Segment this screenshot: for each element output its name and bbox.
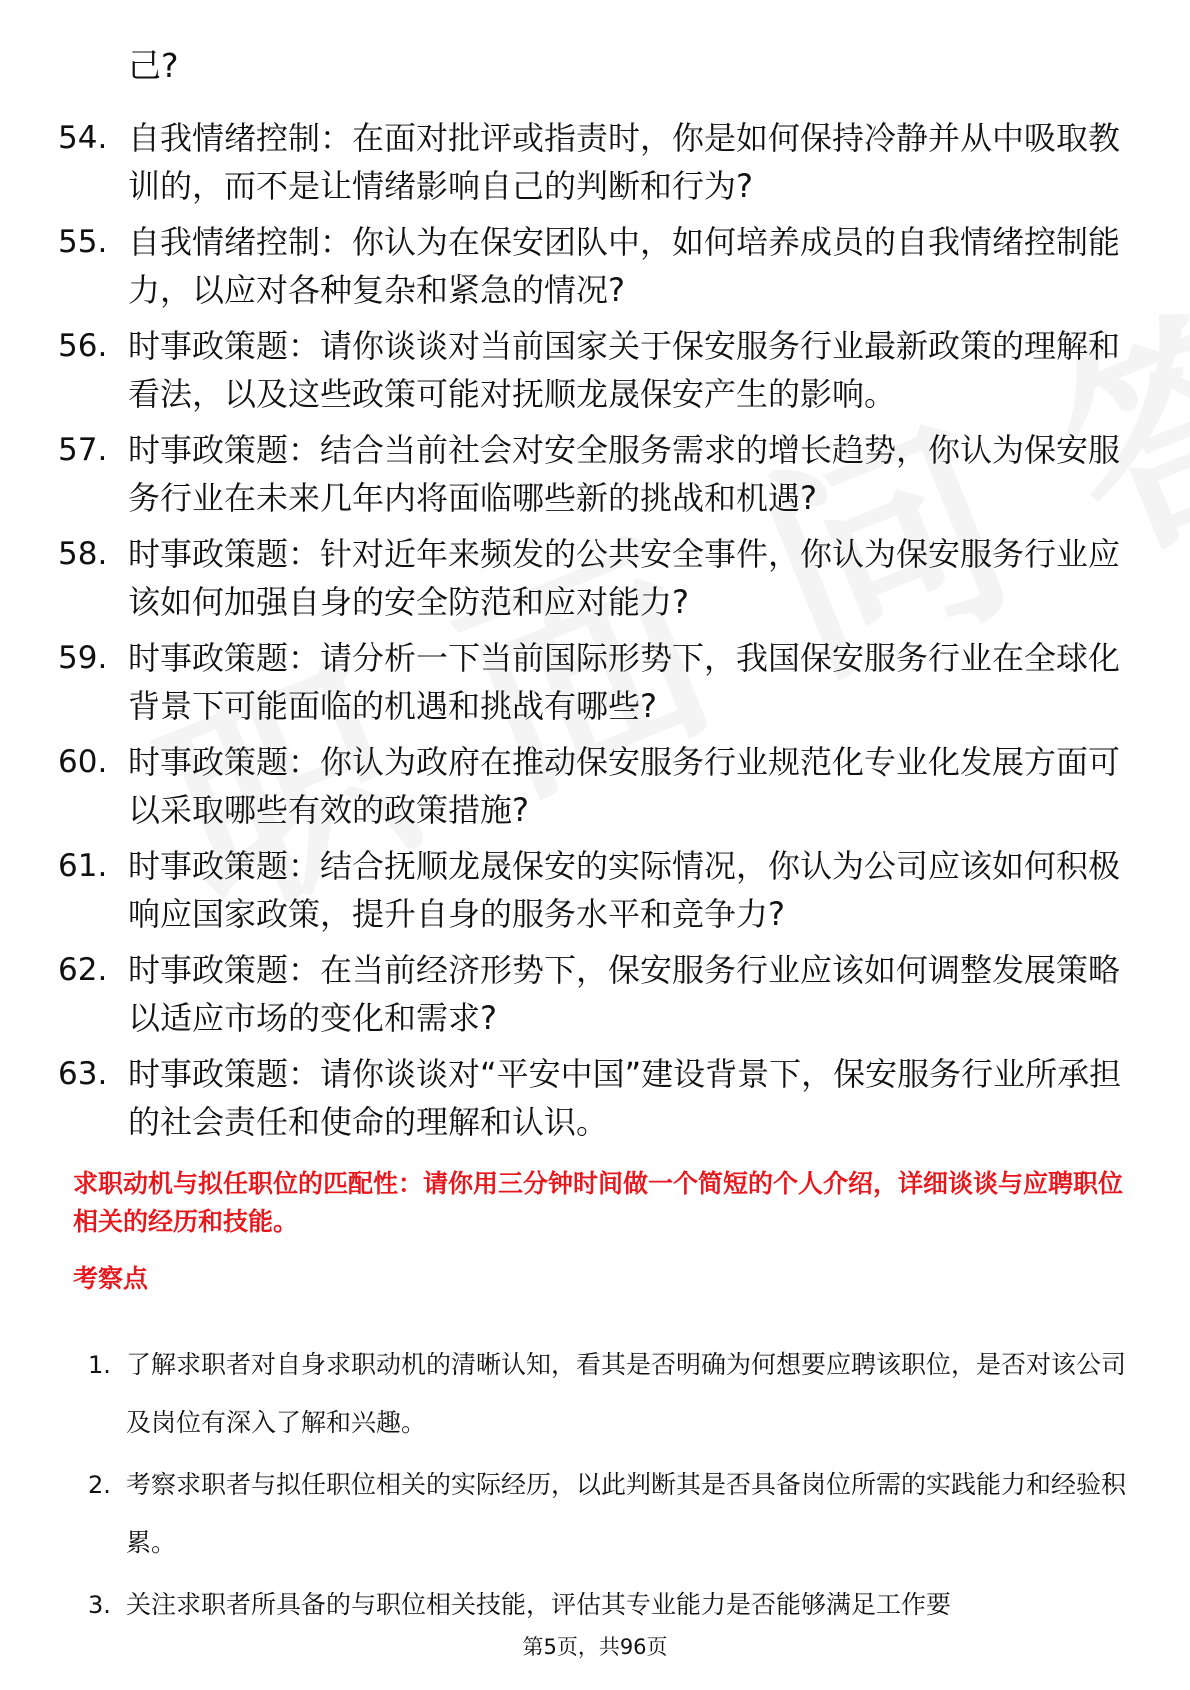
- question-number: 60.: [58, 744, 108, 780]
- point-number: 1.: [88, 1351, 111, 1379]
- question-item: [0, 834, 1190, 938]
- continuation-text: 己?: [128, 46, 179, 85]
- question-text: 时事政策题：结合抚顺龙晟保安的实际情况，你认为公司应该如何积极响应国家政策，提升自身的服务水平和竞争力?: [128, 847, 1121, 933]
- question-number: 62.: [58, 952, 108, 988]
- question-item: [0, 106, 1190, 210]
- question-text: 自我情绪控制：你认为在保安团队中，如何培养成员的自我情绪控制能力，以应对各种复杂和紧急的情况?: [128, 223, 1121, 309]
- question-item: [0, 210, 1190, 314]
- question-number: 55.: [58, 224, 108, 260]
- question-number: 57.: [58, 432, 108, 468]
- page-footer: 第5页，共96页: [522, 1635, 668, 1659]
- question-number: 58.: [58, 536, 108, 572]
- question-text: 自我情绪控制：在面对批评或指责时，你是如何保持冷静并从中吸取教训的，而不是让情绪影响自己的判断和行为?: [128, 119, 1121, 205]
- question-number: 56.: [58, 328, 108, 364]
- question-item: [0, 626, 1190, 730]
- question-text: 时事政策题：结合当前社会对安全服务需求的增长趋势，你认为保安服务行业在未来几年内将面临哪些新的挑战和机遇?: [128, 431, 1121, 517]
- question-item: [0, 522, 1190, 626]
- question-list: [0, 106, 1190, 1146]
- point-text: 了解求职者对自身求职动机的清晰认知，看其是否明确为何想要应聘该职位，是否对该公司及岗位有深入了解和兴趣。: [126, 1350, 1127, 1437]
- question-item: [0, 730, 1190, 834]
- question-item: [0, 314, 1190, 418]
- point-number: 2.: [88, 1471, 111, 1499]
- question-number: 61.: [58, 848, 108, 884]
- section-subheading: 考察点: [73, 1264, 149, 1293]
- question-number: 63.: [58, 1056, 108, 1092]
- question-text: 时事政策题：针对近年来频发的公共安全事件，你认为保安服务行业应该如何加强自身的安全防范和应对能力?: [128, 535, 1121, 621]
- point-text: 关注求职者所具备的与职位相关技能，评估其专业能力是否能够满足工作要: [126, 1590, 952, 1619]
- assessment-point: [0, 1570, 1190, 1690]
- question-number: 59.: [58, 640, 108, 676]
- question-text: 时事政策题：请分析一下当前国际形势下，我国保安服务行业在全球化背景下可能面临的机遇和挑战有哪些?: [128, 639, 1121, 725]
- question-text: 时事政策题：在当前经济形势下，保安服务行业应该如何调整发展策略以适应市场的变化和需求?: [128, 951, 1121, 1037]
- point-number: 3.: [88, 1591, 111, 1619]
- question-number: 54.: [58, 120, 108, 156]
- question-item: [0, 938, 1190, 1042]
- question-item: [0, 1042, 1190, 1146]
- assessment-point: [0, 1330, 1190, 1450]
- assessment-point: [0, 1450, 1190, 1570]
- point-text: 考察求职者与拟任职位相关的实际经历，以此判断其是否具备岗位所需的实践能力和经验积累。: [126, 1470, 1127, 1557]
- question-text: 时事政策题：请你谈谈对当前国家关于保安服务行业最新政策的理解和看法，以及这些政策可能对抚顺龙晟保安产生的影响。: [128, 327, 1121, 413]
- question-text: 时事政策题：你认为政府在推动保安服务行业规范化专业化发展方面可以采取哪些有效的政策措施?: [128, 743, 1121, 829]
- question-text: 时事政策题：请你谈谈对“平安中国”建设背景下，保安服务行业所承担的社会责任和使命的理解和认识。: [128, 1055, 1122, 1141]
- section-heading: 求职动机与拟任职位的匹配性：请你用三分钟时间做一个简短的个人介绍，详细谈谈与应聘职位相关的经历和技能。: [73, 1169, 1124, 1236]
- question-item: [0, 418, 1190, 522]
